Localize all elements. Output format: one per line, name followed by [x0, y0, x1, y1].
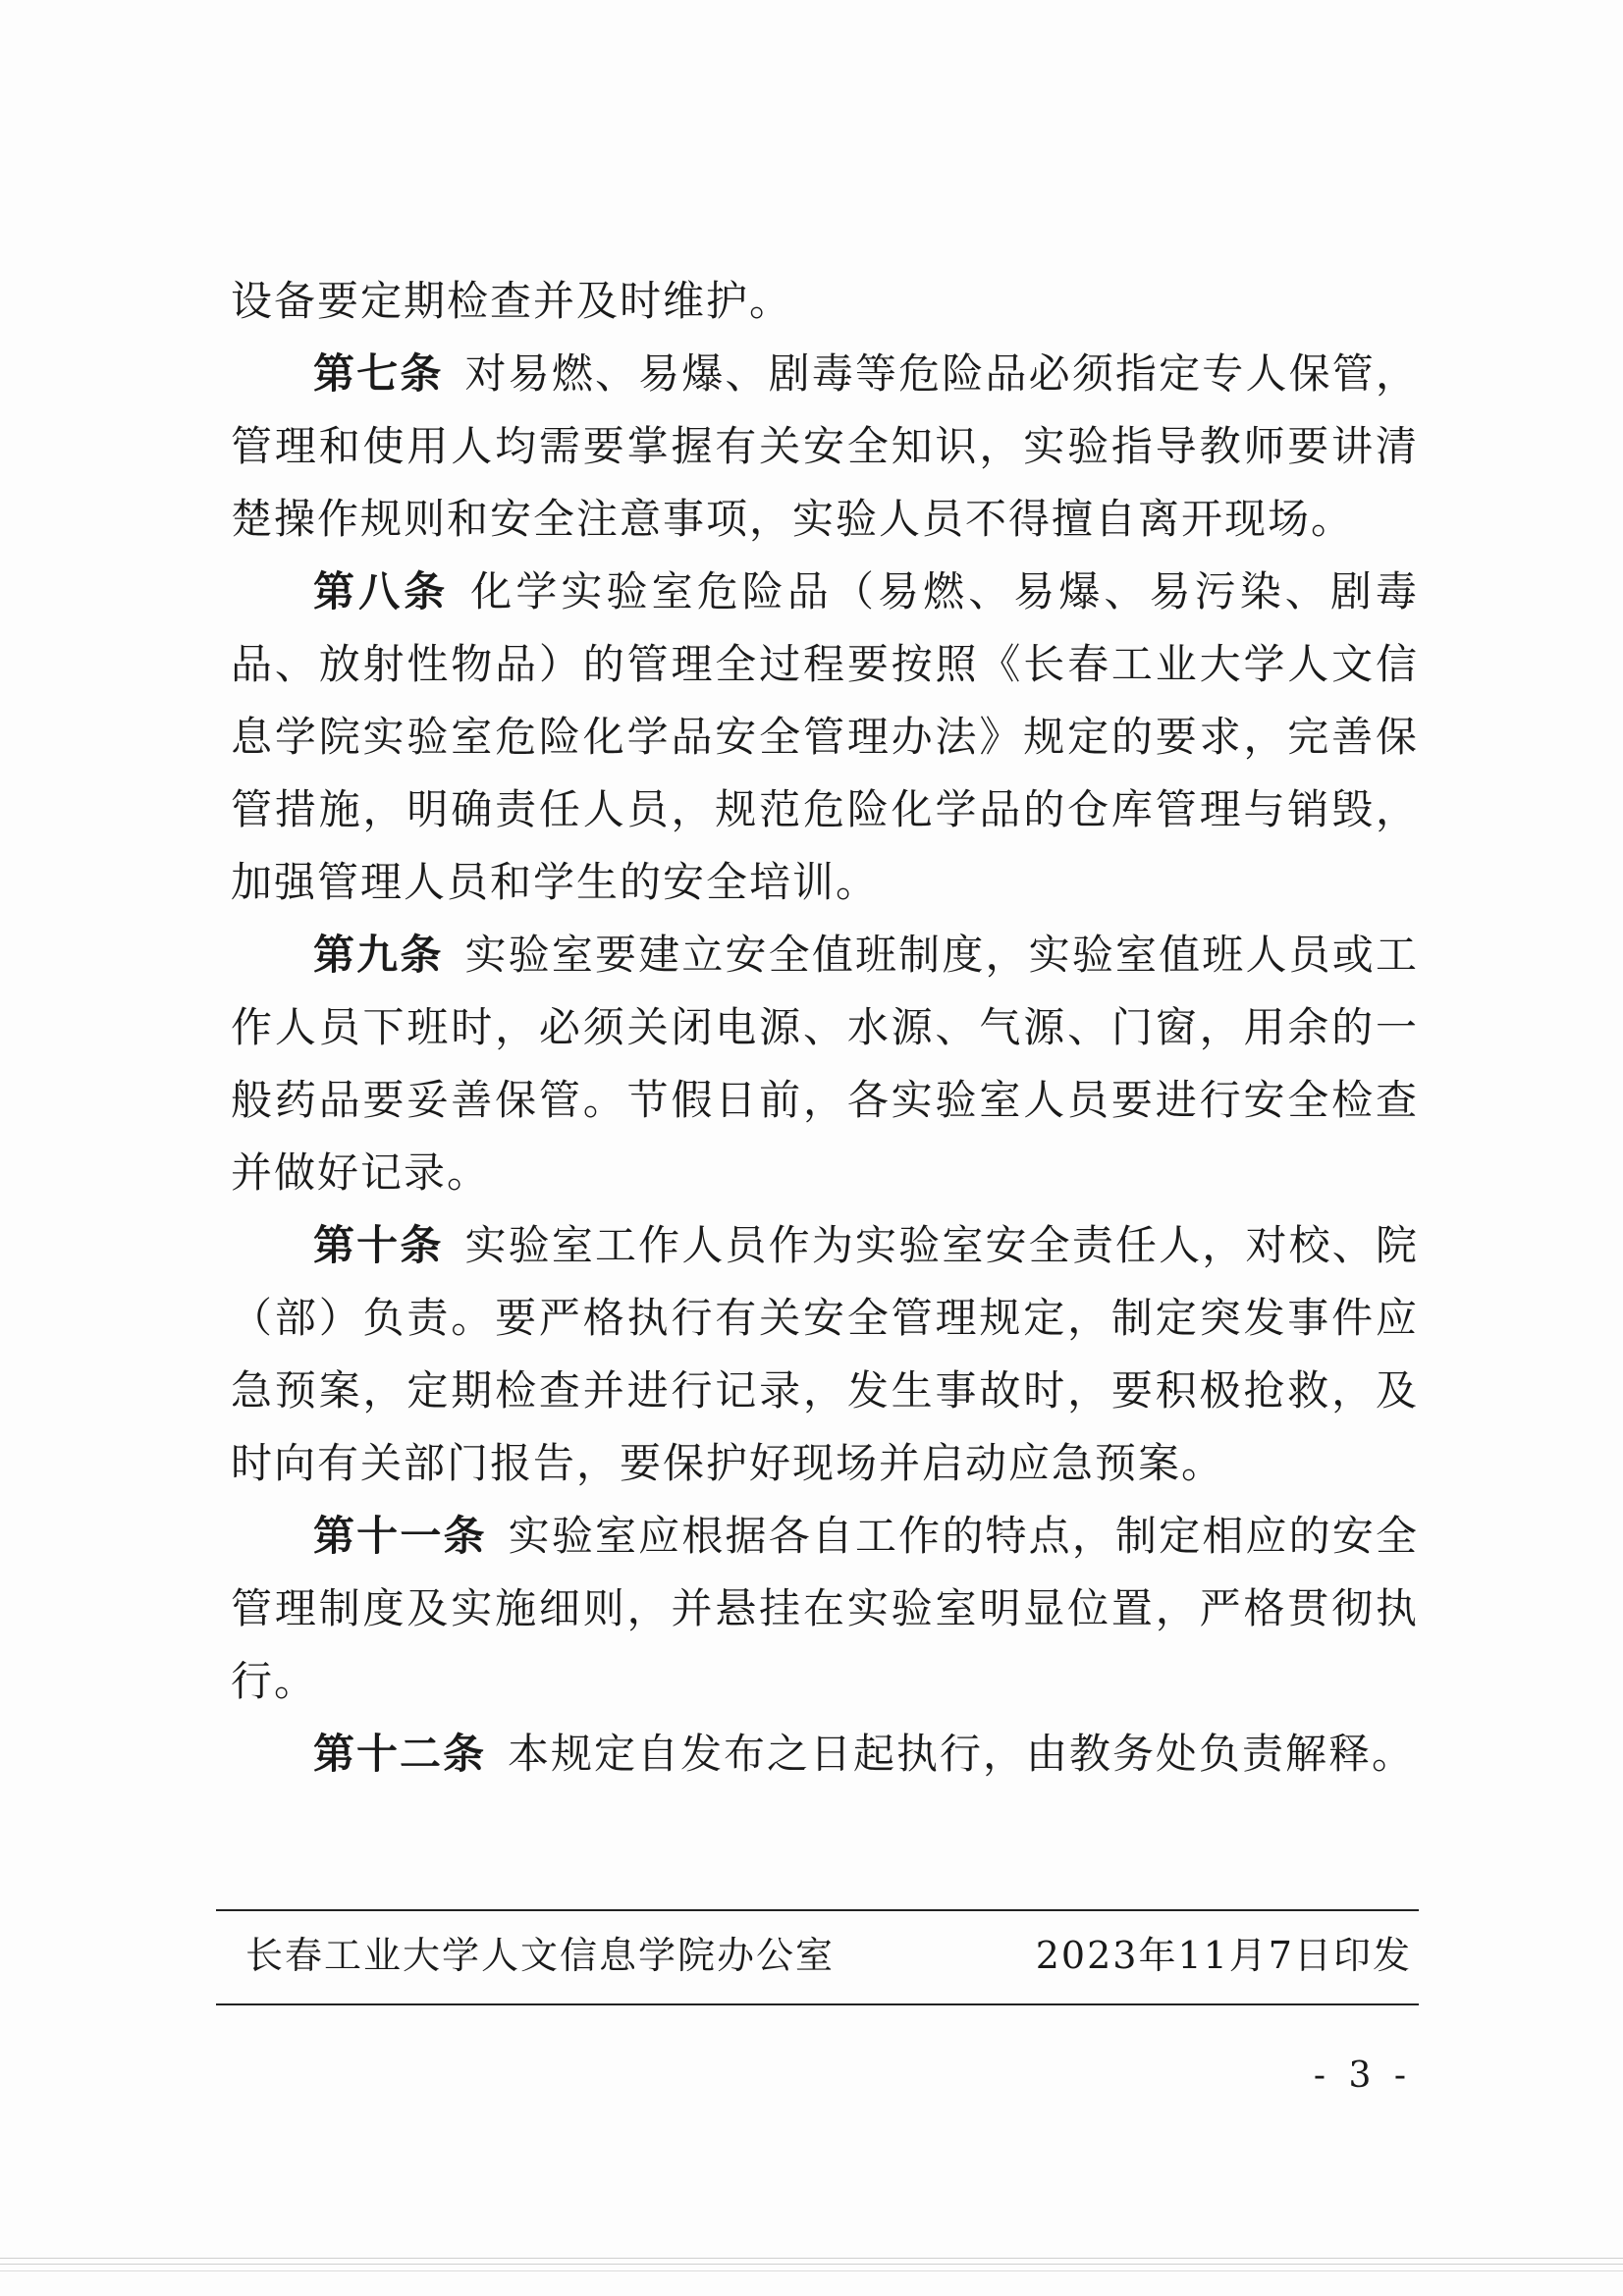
article-label: 第十二条 [313, 1730, 487, 1778]
scan-edge-line [0, 2264, 1623, 2265]
article-label: 第十一条 [313, 1512, 487, 1560]
footer-print-date: 2023年11月7日印发 [1035, 1934, 1412, 1977]
scan-edge-line [0, 2258, 1623, 2259]
article-8 [231, 556, 1419, 919]
article-label: 第七条 [313, 349, 444, 398]
footer-issuer: 长春工业大学人文信息学院办公室 [245, 1934, 836, 1977]
article-text: 化学实验室危险品（易燃、易爆、易污染、剧毒品、放射性物品）的管理全过程要按照《长春工业大学人文信息学院实验室危险化学品安全管理办法》规定的要求，完善保管措施，明确责任人员，规范危险化学品的仓库管理与销毁，加强管理人员和学生的安全培训。 [231, 567, 1419, 906]
article-7 [231, 338, 1419, 556]
article-text: 实验室工作人员作为实验室安全责任人，对校、院（部）负责。要严格执行有关安全管理规定，制定突发事件应急预案，定期检查并进行记录，发生事故时，要积极抢救，及时向有关部门报告，要保护好现场并启动应急预案。 [231, 1221, 1419, 1487]
footer-bottom-rule [216, 2003, 1419, 2005]
article-10 [231, 1209, 1419, 1500]
article-11 [231, 1500, 1419, 1718]
article-12 [231, 1718, 1419, 1790]
article-text: 实验室要建立安全值班制度，实验室值班人员或工作人员下班时，必须关闭电源、水源、气源、门窗，用余的一般药品要妥善保管。节假日前，各实验室人员要进行安全检查并做好记录。 [231, 931, 1419, 1197]
article-9 [231, 919, 1419, 1209]
article-label: 第八条 [313, 567, 450, 615]
document-body [231, 265, 1419, 1790]
page-number: - 3 - [1313, 2056, 1412, 2096]
article-text: 实验室应根据各自工作的特点，制定相应的安全管理制度及实施细则，并悬挂在实验室明显位置，严格贯彻执行。 [231, 1512, 1419, 1705]
article-label: 第九条 [313, 931, 444, 979]
article-text: 本规定自发布之日起执行，由教务处负责解释。 [508, 1730, 1416, 1778]
footer-top-rule [216, 1909, 1419, 1911]
intro-line: 设备要定期检查并及时维护。 [231, 277, 793, 325]
article-text: 对易燃、易爆、剧毒等危险品必须指定专人保管，管理和使用人均需要掌握有关安全知识，实验指导教师要讲清楚操作规则和安全注意事项，实验人员不得擅自离开现场。 [231, 349, 1419, 543]
scan-edge-line [0, 2270, 1623, 2271]
article-label: 第十条 [313, 1221, 444, 1269]
